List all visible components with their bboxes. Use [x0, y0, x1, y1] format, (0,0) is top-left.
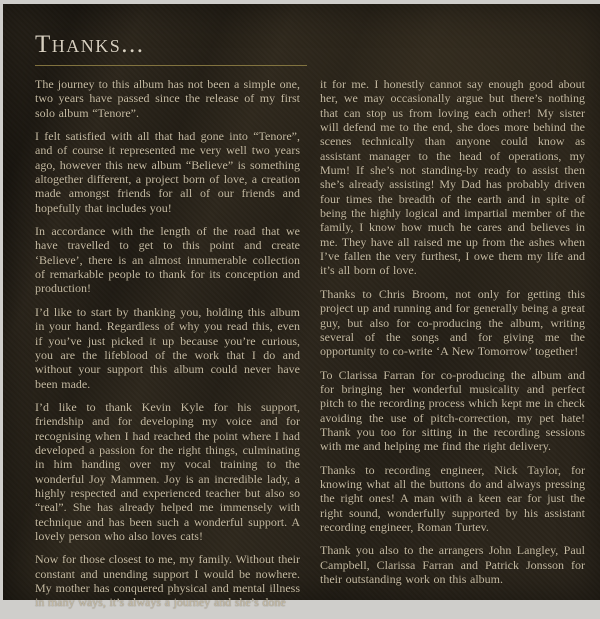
- paragraph-nick-taylor: Thanks to recording engineer, Nick Taylor, for knowing what all the buttons do and always pressing the right ones! A man with a keen ear for just the right sound, wonderfully supported by his assistant recording engineer, Roman Turtev.: [320, 463, 585, 535]
- paragraph-chris-broom: Thanks to Chris Broom, not only for getting this project up and running and for generally being a great guy, but also for co-producing the album, writing several of the songs and for giving me the opportunity to co-write ‘A New Tomorrow’ together!: [320, 287, 585, 359]
- text-columns: [35, 77, 585, 619]
- paragraph-thanking-you: I’d like to start by thanking you, holding this album in your hand. Regardless of why you read this, even if you’ve just picked it up because you’re curious, you are the lifeblood of the work that I do and without your support this album could never have been made.: [35, 305, 300, 391]
- left-column: [35, 77, 300, 619]
- paragraph-clarissa-farran: To Clarissa Farran for co-producing the album and for bringing her wonderful musicality and perfect pitch to the recording process which kept me in check avoiding the use of pitch-correction, my pet hate! Thank you too for sitting in the recording sessions with me and helping me find the right delivery.: [320, 368, 585, 454]
- paragraph-journey: The journey to this album has not been a simple one, two years have passed since the release of my first solo album “Tenore”.: [35, 77, 300, 120]
- paragraph-family-continued: it for me. I honestly cannot say enough good about her, we may occasionally argue but there’s nothing that can stop us from loving each other! My sister will defend me to the end, she does more behind the scenes technically than anyone could know as assistant manager to the head of operations, my Mum! If she’s not standing-by ready to assist then she’s already assisting! My Dad has probably driven four times the breadth of the earth and in spite of being the highly logical and impartial member of the family, I know how much he cares and believes in me. They have all raised me up from the ashes when I’ve fallen the very furthest, I owe them my life and it’s all born of love.: [320, 77, 585, 278]
- paragraph-tenore-believe: I felt satisfied with all that had gone into “Tenore”, and of course it represented me very well two years ago, however this new album “Believe” is something altogether different, a project born of love, a creation made amongst friends for all of our friends and hopefully that includes you!: [35, 129, 300, 215]
- paragraph-arrangers: Thank you also to the arrangers John Langley, Paul Campbell, Clarissa Farran and Patrick Jonsson for their outstanding work on this album.: [320, 543, 585, 586]
- paragraph-kevin-kyle-joy-mammen: I’d like to thank Kevin Kyle for his support, friendship and for developing my voice and for recognising when I had reached the point where I had developed a passion for the right things, culminating in him handing over my vocal training to the wonderful Joy Mammen. Joy is an incredible lady, a highly respected and experienced teacher but also so “real”. She has already helped me immensely with technique and has been such a wonderful support. A lovely person who also loves cats!: [35, 400, 300, 543]
- booklet-page: [3, 4, 600, 600]
- right-column: [320, 77, 585, 619]
- page-title: Thanks...: [35, 32, 585, 57]
- title-underline-rule: [35, 65, 307, 66]
- paragraph-family-start: Now for those closest to me, my family. Without their constant and unending support I would be nowhere. My mother has conquered physical and mental illness in many ways, it’s always a journey and she’s done: [35, 552, 300, 609]
- paragraph-road: In accordance with the length of the road that we have travelled to get to this point and create ‘Believe’, there is an almost innumerable collection of remarkable people to thank for its conception and production!: [35, 224, 300, 296]
- page-content: [3, 4, 600, 600]
